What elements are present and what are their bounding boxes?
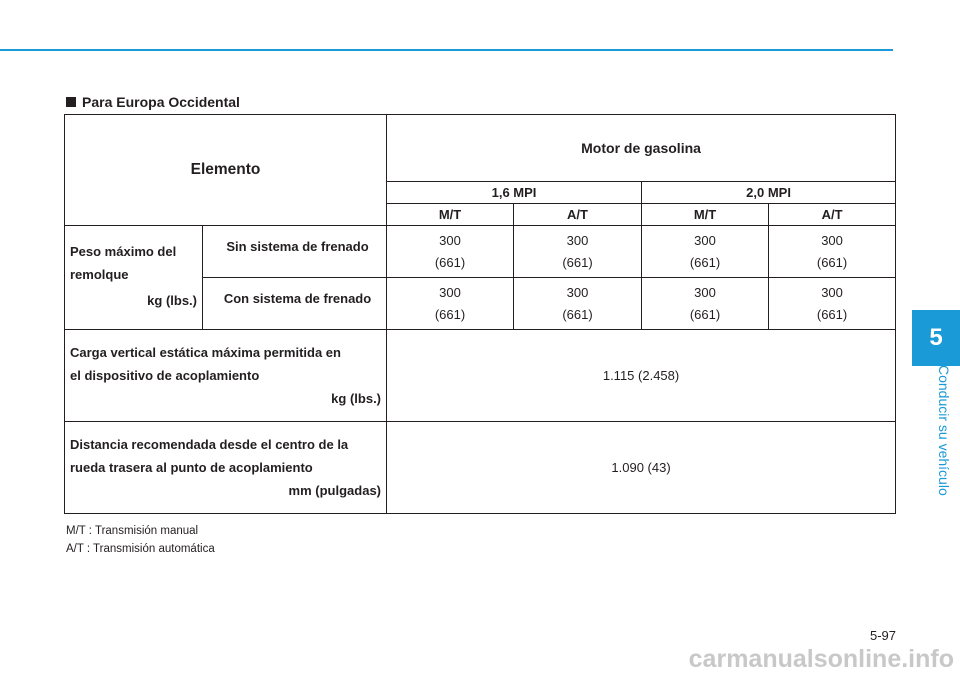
value-cell [642, 226, 769, 278]
trans-header: M/T [387, 204, 514, 226]
vertical-load-value: 1.115 (2.458) [387, 330, 896, 422]
value-cell [514, 226, 642, 278]
value-main: 300 [566, 284, 589, 300]
value-cell [387, 278, 514, 330]
vertical-load-label [65, 330, 387, 422]
engine-header: Motor de gasolina [387, 115, 896, 182]
engine-1-6-header: 1,6 MPI [387, 182, 642, 204]
page-number: 5-97 [869, 628, 896, 643]
towing-spec-table [64, 114, 896, 514]
value-sub: (661) [562, 306, 593, 322]
chapter-title: Conducir su vehículo [936, 365, 952, 496]
value-main: 300 [694, 284, 716, 300]
distance-label-line1: Distancia recomendada desde el centro de la [70, 437, 349, 452]
note-automatic: A/T : Transmisión automática [66, 543, 215, 555]
max-weight-label-line1: Peso máximo del [70, 244, 177, 259]
max-weight-label [65, 226, 203, 330]
value-main: 300 [821, 232, 843, 248]
trans-header: A/T [769, 204, 896, 226]
value-main: 300 [694, 232, 716, 248]
max-weight-label-line2: remolque [70, 267, 129, 282]
value-main: 300 [439, 232, 461, 248]
top-rule [0, 49, 893, 51]
section-title: Para Europa Occidental [82, 94, 240, 110]
value-cell [387, 226, 514, 278]
value-sub: (661) [816, 254, 848, 270]
trans-header: A/T [514, 204, 642, 226]
chapter-tab: 5 [912, 310, 960, 366]
with-brake-label: Con sistema de frenado [203, 278, 387, 330]
value-sub: (661) [434, 254, 466, 270]
value-cell [514, 278, 642, 330]
value-cell [769, 226, 896, 278]
value-sub: (661) [689, 306, 721, 322]
value-sub: (661) [562, 254, 593, 270]
value-main: 300 [439, 284, 461, 300]
note-manual: M/T : Transmisión manual [66, 525, 199, 537]
value-sub: (661) [434, 306, 466, 322]
vertical-load-label-line2: el dispositivo de acoplamiento [70, 368, 260, 383]
distance-unit: mm (pulgadas) [288, 483, 382, 498]
watermark: carmanualsonline.info [688, 645, 954, 673]
section-heading [66, 94, 240, 110]
max-weight-unit: kg (lbs.) [147, 293, 197, 308]
value-cell [642, 278, 769, 330]
trans-header: M/T [642, 204, 769, 226]
distance-label [65, 422, 387, 514]
element-header: Elemento [65, 115, 387, 226]
value-main: 300 [566, 232, 589, 248]
vertical-load-unit: kg (lbs.) [331, 391, 382, 406]
value-sub: (661) [816, 306, 848, 322]
value-main: 300 [821, 284, 843, 300]
no-brake-label: Sin sistema de frenado [203, 226, 387, 278]
value-sub: (661) [689, 254, 721, 270]
value-cell [769, 278, 896, 330]
engine-2-0-header: 2,0 MPI [642, 182, 896, 204]
distance-label-line2: rueda trasera al punto de acoplamiento [70, 460, 313, 475]
vertical-load-label-line1: Carga vertical estática máxima permitida en [70, 345, 341, 360]
distance-value: 1.090 (43) [387, 422, 896, 514]
square-bullet-icon [66, 97, 76, 107]
